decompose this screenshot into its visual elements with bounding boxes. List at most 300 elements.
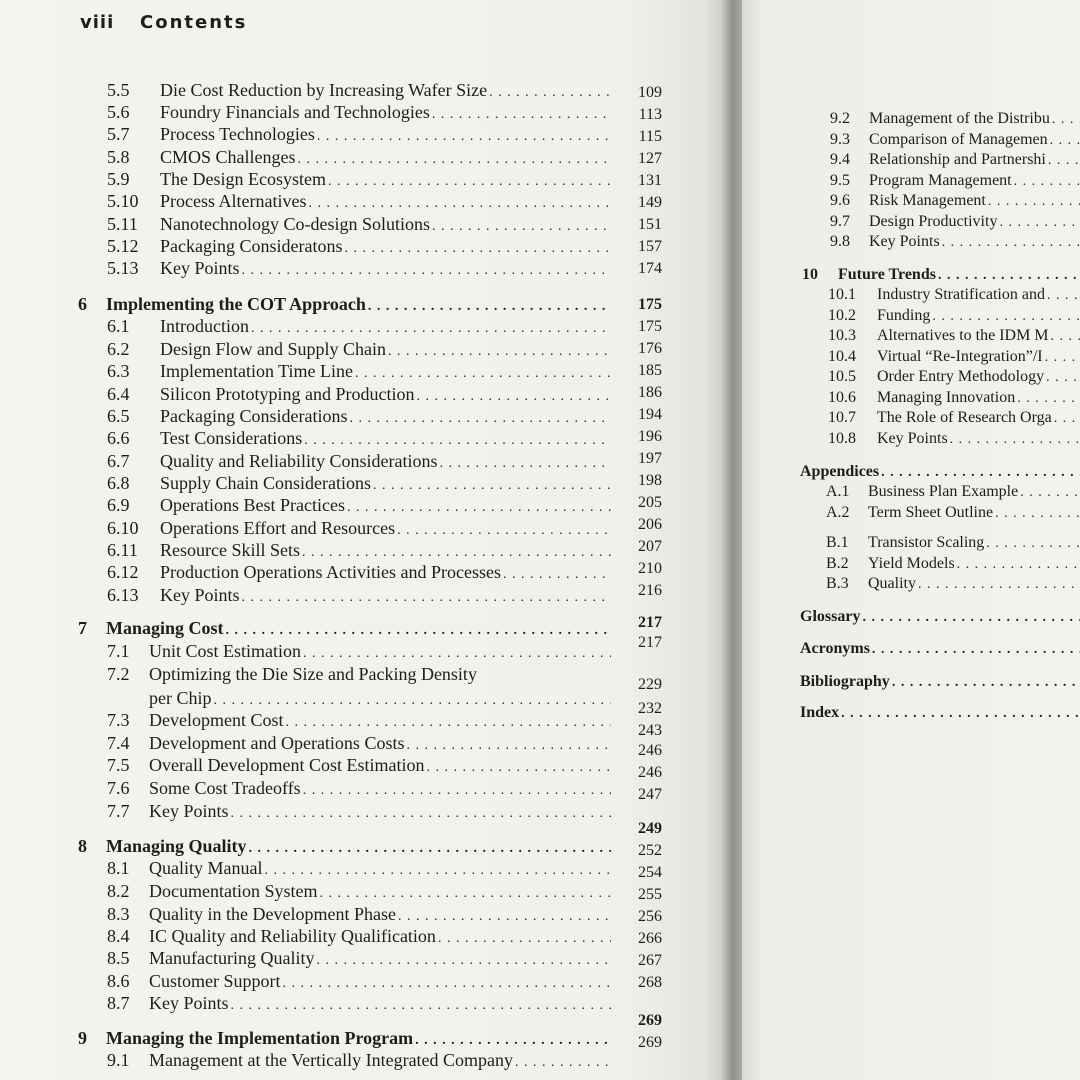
dot-leader	[302, 545, 611, 561]
toc-section-entry	[107, 124, 615, 146]
toc-entry-title: Quality Manual	[149, 858, 263, 878]
toc-section-entry	[107, 904, 615, 926]
toc-entry-title: The Role of Research Orga	[877, 409, 1052, 426]
toc-chapter-entry	[78, 294, 615, 316]
dot-leader	[988, 194, 1080, 210]
toc-entry-title: Key Points	[869, 233, 940, 250]
toc-entry-number: 8.3	[107, 904, 130, 924]
toc-page-number: 249	[638, 820, 662, 837]
toc-entry-number: B.1	[826, 534, 849, 551]
dot-leader	[1048, 153, 1080, 169]
dot-leader	[226, 623, 611, 639]
toc-section-entry	[107, 258, 615, 280]
toc-entry-title: Operations Effort and Resources	[160, 518, 396, 538]
toc-entry-number: 6.8	[107, 473, 130, 493]
toc-entry-title: Transistor Scaling	[868, 534, 985, 551]
dot-leader	[303, 646, 611, 662]
toc-entry-number: 8	[78, 836, 87, 856]
toc-entry-title: Management of the Distribu	[869, 110, 1050, 127]
toc-section-entry	[107, 641, 615, 663]
toc-section-entry	[107, 993, 615, 1015]
dot-leader	[439, 456, 611, 472]
toc-entry-number: 6.7	[107, 451, 130, 471]
toc-entry-title: Resource Skill Sets	[160, 540, 300, 560]
toc-section-entry	[107, 495, 615, 517]
toc-entry-number: 8.2	[107, 881, 130, 901]
toc-section-entry	[107, 881, 615, 903]
toc-entry-number: 6	[78, 294, 87, 314]
toc-entry-number: 5.6	[107, 102, 130, 122]
dot-leader	[264, 863, 611, 879]
toc-section-entry	[826, 534, 1080, 554]
toc-entry-title: Customer Support	[149, 971, 281, 991]
toc-entry-title: Die Cost Reduction by Increasing Wafer Size	[160, 80, 488, 100]
toc-section-entry	[107, 169, 615, 191]
toc-section-entry	[107, 518, 615, 540]
dot-leader	[344, 241, 611, 257]
toc-section-entry	[826, 483, 1080, 503]
toc-entry-number: 7.1	[107, 641, 130, 661]
toc-page-number: 151	[638, 216, 662, 233]
toc-chapter-entry	[800, 608, 1080, 628]
toc-section-entry	[107, 585, 615, 607]
toc-page-number: 176	[638, 340, 662, 357]
dot-leader	[242, 590, 611, 606]
dot-leader	[862, 610, 1080, 626]
toc-section-entry	[149, 688, 615, 710]
toc-page-number: 216	[638, 582, 662, 599]
toc-page-number: 174	[638, 260, 662, 277]
toc-page-number: 229	[638, 676, 662, 693]
toc-entry-number: 6.2	[107, 339, 130, 359]
dot-leader	[303, 783, 611, 799]
toc-entry-title: Introduction	[160, 316, 249, 336]
toc-entry-number: 6.10	[107, 518, 139, 538]
dot-leader	[489, 85, 611, 101]
toc-section-entry	[826, 575, 1080, 595]
toc-entry-number: 7.3	[107, 710, 130, 730]
toc-entry-number: 7.6	[107, 778, 130, 798]
toc-entry-title: CMOS Challenges	[160, 147, 296, 167]
toc-entry-number: 7	[78, 618, 87, 638]
toc-entry-title: Test Considerations	[160, 428, 303, 448]
toc-entry-title: Relationship and Partnershi	[869, 151, 1046, 168]
toc-entry-title: Bibliography	[800, 673, 890, 690]
toc-section-entry	[830, 151, 1080, 171]
toc-page-number: 157	[638, 238, 662, 255]
dot-leader	[432, 107, 611, 123]
toc-entry-title: Some Cost Tradeoffs	[149, 778, 301, 798]
toc-entry-number: 7.5	[107, 755, 130, 775]
toc-section-entry	[830, 172, 1080, 192]
dot-leader	[304, 433, 611, 449]
toc-entry-title: Risk Management	[869, 192, 986, 209]
toc-entry-title: Comparison of Managemen	[869, 131, 1048, 148]
toc-page-number: 115	[638, 128, 662, 145]
dot-leader	[298, 152, 611, 168]
toc-entry-number: 6.5	[107, 406, 130, 426]
toc-entry-number: B.2	[826, 555, 849, 572]
toc-section-entry	[107, 858, 615, 880]
toc-entry-number: 5.9	[107, 169, 130, 189]
toc-entry-number: 6.6	[107, 428, 130, 448]
dot-leader	[398, 909, 611, 925]
toc-entry-number: 10.1	[828, 286, 856, 303]
toc-section-entry	[107, 948, 615, 970]
toc-section-entry	[830, 192, 1080, 212]
toc-page-number: 210	[638, 560, 662, 577]
toc-page-number: 113	[638, 106, 662, 123]
toc-section-entry	[828, 348, 1080, 368]
toc-entry-number: 10.2	[828, 307, 856, 324]
dot-leader	[317, 129, 611, 145]
toc-entry-number: 6.11	[107, 540, 138, 560]
toc-page-number: 131	[638, 172, 662, 189]
toc-entry-title: Nanotechnology Co-design Solutions	[160, 214, 430, 234]
dot-leader	[426, 760, 611, 776]
toc-entry-title: Industry Stratification and	[877, 286, 1045, 303]
dot-leader	[999, 215, 1080, 231]
toc-page-number: 247	[638, 786, 662, 803]
toc-page-number: 269	[638, 1034, 662, 1051]
toc-entry-number: 8.7	[107, 993, 130, 1013]
toc-page-number: 246	[638, 764, 662, 781]
header-title: Contents	[140, 12, 248, 33]
toc-entry-title: Virtual “Re-Integration”/I	[877, 348, 1043, 365]
toc-section-entry	[107, 406, 615, 428]
toc-entry-title: Order Entry Methodology	[877, 368, 1045, 385]
dot-leader	[285, 715, 611, 731]
toc-entry-title: Development and Operations Costs	[149, 733, 405, 753]
toc-entry-title: IC Quality and Reliability Qualification	[149, 926, 436, 946]
toc-entry-number: 5.5	[107, 80, 130, 100]
toc-section-entry	[830, 213, 1080, 233]
toc-page-number: 243	[638, 722, 662, 739]
toc-entry-title: The Design Ecosystem	[160, 169, 326, 189]
toc-entry-number: 9.2	[830, 110, 850, 127]
toc-entry-title: Glossary	[800, 608, 861, 625]
toc-section-entry	[828, 430, 1080, 450]
dot-leader	[368, 299, 611, 315]
dot-leader	[242, 263, 611, 279]
dot-leader	[918, 577, 1080, 593]
toc-entry-title: Acronyms	[800, 640, 870, 657]
toc-chapter-entry	[78, 836, 615, 858]
toc-entry-title: Foundry Financials and Technologies	[160, 102, 430, 122]
toc-entry-title: Funding	[877, 307, 931, 324]
toc-entry-number: 6.3	[107, 361, 130, 381]
toc-section-entry	[830, 131, 1080, 151]
dot-leader	[328, 174, 611, 190]
toc-entry-number: 10.8	[828, 430, 856, 447]
toc-chapter-entry	[800, 704, 1080, 724]
dot-leader	[950, 432, 1080, 448]
toc-entry-title: Managing Cost	[106, 618, 224, 638]
toc-entry-title: Key Points	[149, 993, 229, 1013]
toc-page-number: 232	[638, 700, 662, 717]
toc-page-number: 207	[638, 538, 662, 555]
toc-section-entry	[107, 191, 615, 213]
toc-entry-number: 9.4	[830, 151, 850, 168]
toc-section-entry	[107, 384, 615, 406]
dot-leader	[316, 953, 611, 969]
toc-chapter-entry	[800, 673, 1080, 693]
toc-page-number: 269	[638, 1012, 662, 1029]
toc-entry-title: Quality and Reliability Considerations	[160, 451, 438, 471]
toc-entry-number: 9.6	[830, 192, 850, 209]
dot-leader	[881, 465, 1080, 481]
toc-section-entry	[107, 316, 615, 338]
toc-page-number: 185	[638, 362, 662, 379]
toc-section-entry	[828, 327, 1080, 347]
toc-entry-title: Process Alternatives	[160, 191, 307, 211]
toc-entry-title: Design Productivity	[869, 213, 998, 230]
dot-leader	[986, 536, 1080, 552]
dot-leader	[355, 366, 611, 382]
dot-leader	[214, 693, 612, 709]
dot-leader	[432, 219, 611, 235]
dot-leader	[515, 1055, 611, 1071]
toc-entry-title: Future Trends	[838, 266, 936, 283]
toc-page-number: 206	[638, 516, 662, 533]
toc-page-number: 255	[638, 886, 662, 903]
toc-entry-number: 5.10	[107, 191, 139, 211]
dot-leader	[892, 675, 1080, 691]
toc-entry-title: Process Technologies	[160, 124, 315, 144]
toc-page-number: 109	[638, 84, 662, 101]
toc-entry-title: Managing the Implementation Program	[106, 1028, 414, 1048]
toc-entry-number: 6.9	[107, 495, 130, 515]
toc-entry-title: Appendices	[800, 463, 880, 480]
toc-section-entry	[107, 778, 615, 800]
toc-entry-number: A.1	[826, 483, 850, 500]
dot-leader	[1051, 329, 1080, 345]
dot-leader	[406, 738, 611, 754]
toc-entry-title: Overall Development Cost Estimation	[149, 755, 425, 775]
toc-section-entry	[107, 214, 615, 236]
dot-leader	[397, 523, 611, 539]
dot-leader	[231, 998, 611, 1014]
toc-entry-number: 7.4	[107, 733, 130, 753]
toc-page-number: 256	[638, 908, 662, 925]
toc-entry-title: Managing Innovation	[877, 389, 1016, 406]
toc-section-entry	[107, 755, 615, 777]
dot-leader	[231, 806, 611, 822]
toc-entry-title: Term Sheet Outline	[868, 504, 994, 521]
dot-leader	[388, 344, 611, 360]
toc-entry-title: per Chip	[149, 688, 212, 708]
dot-leader	[841, 706, 1080, 722]
dot-leader	[249, 841, 611, 857]
dot-leader	[373, 478, 611, 494]
toc-page-number: 186	[638, 384, 662, 401]
toc-entry-title: Key Points	[877, 430, 948, 447]
toc-entry-number: 10.6	[828, 389, 856, 406]
toc-entry-title: Yield Models	[868, 555, 955, 572]
toc-entry-number: 6.13	[107, 585, 139, 605]
toc-section-entry	[107, 801, 615, 823]
header-page-number: viii	[80, 12, 115, 33]
dot-leader	[308, 196, 611, 212]
toc-entry-title: Design Flow and Supply Chain	[160, 339, 387, 359]
toc-section-entry	[107, 236, 615, 258]
toc-entry-number: 10	[802, 266, 818, 283]
toc-section-entry	[107, 361, 615, 383]
toc-page-number: 127	[638, 150, 662, 167]
toc-entry-number: 7.7	[107, 801, 130, 821]
toc-entry-number: 8.6	[107, 971, 130, 991]
toc-chapter-entry	[78, 618, 615, 640]
toc-entry-title: Managing Quality	[106, 836, 247, 856]
toc-section-entry	[107, 339, 615, 361]
dot-leader	[251, 321, 611, 337]
toc-chapter-entry	[800, 640, 1080, 660]
toc-entry-title: Unit Cost Estimation	[149, 641, 302, 661]
toc-entry-number: 6.1	[107, 316, 130, 336]
toc-entry-number: B.3	[826, 575, 849, 592]
toc-chapter-entry	[802, 266, 1080, 286]
toc-section-entry	[107, 102, 615, 124]
toc-entry-number: 9.3	[830, 131, 850, 148]
toc-entry-title: Alternatives to the IDM M	[877, 327, 1049, 344]
toc-section-entry	[107, 147, 615, 169]
toc-entry-title: Key Points	[160, 585, 240, 605]
toc-entry-number: 8.1	[107, 858, 130, 878]
dot-leader	[438, 931, 611, 947]
toc-entry-title: Supply Chain Considerations	[160, 473, 371, 493]
toc-entry-title: Production Operations Activities and Processes	[160, 562, 501, 582]
toc-entry-number: 10.5	[828, 368, 856, 385]
dot-leader	[1054, 411, 1080, 427]
toc-entry-title: Management at the Vertically Integrated Company	[149, 1050, 514, 1070]
toc-page-number: 197	[638, 450, 662, 467]
toc-section-entry	[828, 389, 1080, 409]
toc-entry-number: 5.13	[107, 258, 139, 278]
toc-entry-number: 5.8	[107, 147, 130, 167]
toc-entry-title: Implementing the COT Approach	[106, 294, 366, 314]
toc-entry-title: Key Points	[160, 258, 240, 278]
toc-entry-number: 9.1	[107, 1050, 130, 1070]
toc-entry-title: Manufacturing Quality	[149, 948, 315, 968]
toc-section-entry	[107, 664, 615, 686]
dot-leader	[347, 500, 611, 516]
dot-leader	[1020, 485, 1080, 501]
toc-page-number: 246	[638, 742, 662, 759]
toc-section-entry	[107, 710, 615, 732]
toc-section-entry	[826, 555, 1080, 575]
toc-entry-title: Program Management	[869, 172, 1012, 189]
toc-entry-number: 8.5	[107, 948, 130, 968]
dot-leader	[995, 506, 1080, 522]
toc-section-entry	[107, 733, 615, 755]
toc-page-number: 196	[638, 428, 662, 445]
toc-section-entry	[828, 409, 1080, 429]
dot-leader	[503, 567, 611, 583]
toc-section-entry	[107, 540, 615, 562]
toc-page-number: 205	[638, 494, 662, 511]
toc-entry-title: Index	[800, 704, 840, 721]
dot-leader	[283, 976, 611, 992]
toc-entry-number: 6.12	[107, 562, 139, 582]
toc-entry-number: 5.7	[107, 124, 130, 144]
toc-entry-number: 5.12	[107, 236, 139, 256]
toc-entry-number: 5.11	[107, 214, 138, 234]
toc-page-number: 268	[638, 974, 662, 991]
toc-page-number: 252	[638, 842, 662, 859]
toc-section-entry	[828, 286, 1080, 306]
toc-entry-number: 10.3	[828, 327, 856, 344]
toc-entry-title: Quality	[868, 575, 916, 592]
toc-entry-number: A.2	[826, 504, 850, 521]
toc-entry-number: 6.4	[107, 384, 130, 404]
toc-entry-number: 9	[78, 1028, 87, 1048]
toc-page-number: 175	[638, 318, 662, 335]
toc-section-entry	[107, 1050, 615, 1072]
toc-entry-number: 10.7	[828, 409, 856, 426]
dot-leader	[1050, 133, 1080, 149]
dot-leader	[1046, 370, 1080, 386]
toc-page-number: 175	[638, 296, 662, 313]
dot-leader	[932, 309, 1080, 325]
dot-leader	[415, 1033, 611, 1049]
toc-entry-number: 10.4	[828, 348, 856, 365]
toc-entry-title: Packaging Considerations	[160, 406, 348, 426]
dot-leader	[942, 235, 1080, 251]
toc-entry-number: 9.7	[830, 213, 850, 230]
dot-leader	[319, 886, 611, 902]
toc-entry-title: Implementation Time Line	[160, 361, 353, 381]
toc-section-entry	[107, 473, 615, 495]
toc-chapter-entry	[800, 463, 1080, 483]
dot-leader	[957, 557, 1080, 573]
toc-entry-title: Optimizing the Die Size and Packing Density	[149, 664, 477, 684]
toc-page-number: 194	[638, 406, 662, 423]
toc-entry-title: Packaging Consideratons	[160, 236, 343, 256]
toc-entry-number: 9.5	[830, 172, 850, 189]
toc-page-number: 217	[638, 614, 662, 631]
toc-page-number: 267	[638, 952, 662, 969]
dot-leader	[938, 268, 1080, 284]
dot-leader	[1014, 174, 1080, 190]
toc-page-number: 149	[638, 194, 662, 211]
toc-section-entry	[826, 504, 1080, 524]
toc-section-entry	[107, 971, 615, 993]
toc-entry-number: 8.4	[107, 926, 130, 946]
dot-leader	[872, 642, 1080, 658]
right-page	[742, 0, 1080, 1080]
toc-entry-title: Development Cost	[149, 710, 284, 730]
toc-section-entry	[107, 80, 615, 102]
toc-page-number: 217	[638, 634, 662, 651]
dot-leader	[1052, 112, 1080, 128]
toc-page-number: 198	[638, 472, 662, 489]
toc-section-entry	[828, 368, 1080, 388]
toc-section-entry	[107, 451, 615, 473]
dot-leader	[1017, 391, 1080, 407]
toc-entry-number: 7.2	[107, 664, 130, 684]
toc-entry-title: Business Plan Example	[868, 483, 1019, 500]
dot-leader	[1045, 350, 1080, 366]
toc-entry-title: Quality in the Development Phase	[149, 904, 396, 924]
toc-entry-title: Silicon Prototyping and Production	[160, 384, 415, 404]
toc-section-entry	[830, 233, 1080, 253]
toc-section-entry	[107, 926, 615, 948]
toc-section-entry	[830, 110, 1080, 130]
toc-section-entry	[107, 428, 615, 450]
toc-chapter-entry	[78, 1028, 615, 1050]
toc-page-number: 254	[638, 864, 662, 881]
dot-leader	[1047, 288, 1080, 304]
